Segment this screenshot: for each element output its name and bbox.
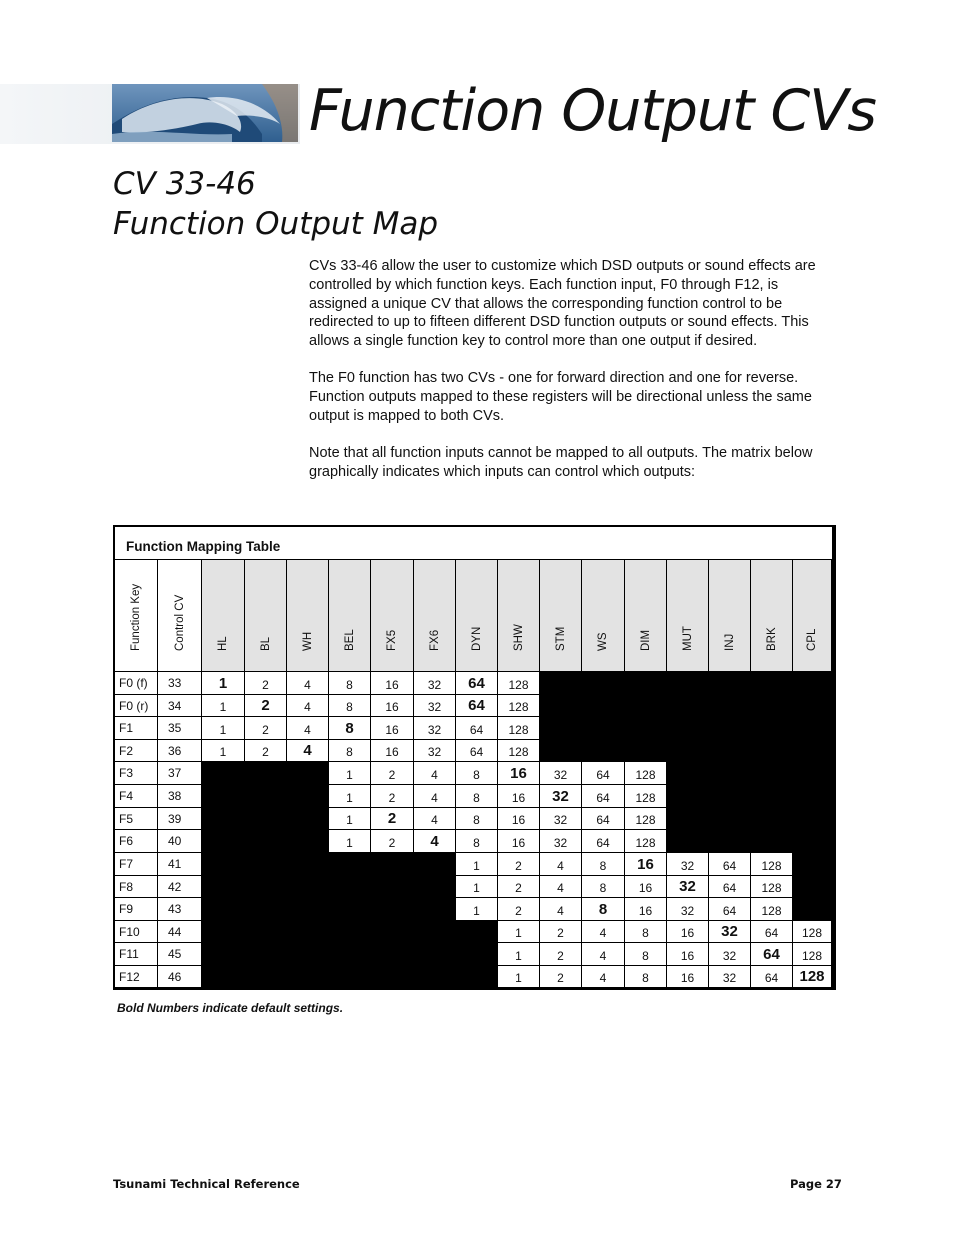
table-caption bbox=[115, 527, 832, 560]
value-cell: 128 bbox=[625, 808, 667, 830]
value-cell: 1 bbox=[329, 830, 371, 853]
column-header bbox=[371, 560, 414, 672]
value-cell: 64 bbox=[709, 853, 751, 876]
column-header-label: Function Key bbox=[130, 583, 142, 651]
column-header-label: WS bbox=[597, 632, 609, 651]
row-function-key: F0 (f) bbox=[115, 672, 158, 695]
value-cell: 128 bbox=[498, 740, 540, 762]
row-control-cv: 40 bbox=[158, 830, 202, 853]
default-value-cell: 1 bbox=[202, 672, 245, 695]
row-function-key: F3 bbox=[115, 762, 158, 785]
value-cell: 4 bbox=[582, 921, 625, 943]
row-control-cv: 36 bbox=[158, 740, 202, 762]
value-cell: 2 bbox=[498, 876, 540, 898]
paragraph: Note that all function inputs cannot be mapped to all outputs. The matrix below graphically indicates which inputs can control which outputs: bbox=[309, 445, 813, 481]
column-header bbox=[329, 560, 371, 672]
value-cell: 32 bbox=[667, 898, 709, 921]
value-cell: 64 bbox=[582, 762, 625, 785]
column-header-label: BL bbox=[259, 636, 272, 651]
default-value-cell: 64 bbox=[751, 943, 793, 966]
column-header-label: DYN bbox=[470, 626, 483, 651]
value-cell: 4 bbox=[540, 898, 582, 921]
value-cell: 16 bbox=[498, 830, 540, 853]
row-control-cv: 43 bbox=[158, 898, 202, 921]
page-title: Function Output CVs bbox=[309, 78, 876, 144]
value-cell: 64 bbox=[751, 921, 793, 943]
value-cell: 8 bbox=[456, 830, 498, 853]
default-value-cell: 8 bbox=[329, 717, 371, 740]
value-cell: 128 bbox=[498, 717, 540, 740]
value-cell: 1 bbox=[202, 740, 245, 762]
value-cell: 2 bbox=[371, 762, 414, 785]
value-cell: 8 bbox=[582, 853, 625, 876]
value-cell: 128 bbox=[751, 898, 793, 921]
value-cell: 4 bbox=[287, 672, 329, 695]
value-cell: 32 bbox=[709, 943, 751, 966]
column-header bbox=[709, 560, 751, 672]
value-cell: 32 bbox=[414, 717, 456, 740]
value-cell: 2 bbox=[540, 921, 582, 943]
value-cell: 32 bbox=[667, 853, 709, 876]
value-cell: 32 bbox=[414, 695, 456, 717]
row-control-cv: 45 bbox=[158, 943, 202, 966]
value-cell: 64 bbox=[709, 898, 751, 921]
value-cell: 4 bbox=[582, 943, 625, 966]
row-control-cv: 41 bbox=[158, 853, 202, 876]
value-cell: 2 bbox=[245, 717, 287, 740]
value-cell: 16 bbox=[371, 695, 414, 717]
value-cell: 16 bbox=[371, 740, 414, 762]
row-function-key: F12 bbox=[115, 966, 158, 988]
column-header bbox=[115, 560, 158, 672]
value-cell: 32 bbox=[540, 808, 582, 830]
column-header bbox=[245, 560, 287, 672]
value-cell: 8 bbox=[625, 943, 667, 966]
value-cell: 2 bbox=[371, 785, 414, 808]
default-value-cell: 64 bbox=[456, 672, 498, 695]
default-value-cell: 2 bbox=[245, 695, 287, 717]
value-cell: 4 bbox=[414, 785, 456, 808]
value-cell: 8 bbox=[329, 672, 371, 695]
column-header bbox=[667, 560, 709, 672]
value-cell: 4 bbox=[540, 876, 582, 898]
row-function-key: F6 bbox=[115, 830, 158, 853]
column-header-label: INJ bbox=[723, 633, 736, 651]
row-control-cv: 46 bbox=[158, 966, 202, 988]
row-function-key: F5 bbox=[115, 808, 158, 830]
value-cell: 128 bbox=[498, 695, 540, 717]
value-cell: 4 bbox=[582, 966, 625, 988]
value-cell: 32 bbox=[414, 740, 456, 762]
value-cell: 64 bbox=[751, 966, 793, 988]
column-header-label: MUT bbox=[681, 626, 694, 651]
value-cell: 1 bbox=[202, 695, 245, 717]
value-cell: 8 bbox=[329, 695, 371, 717]
row-control-cv: 39 bbox=[158, 808, 202, 830]
row-function-key: F2 bbox=[115, 740, 158, 762]
value-cell: 8 bbox=[456, 785, 498, 808]
value-cell: 128 bbox=[498, 672, 540, 695]
value-cell: 8 bbox=[456, 762, 498, 785]
row-function-key: F10 bbox=[115, 921, 158, 943]
section-title bbox=[113, 164, 438, 244]
value-cell: 4 bbox=[414, 762, 456, 785]
paragraph: CVs 33-46 allow the user to customize which DSD outputs or sound effects are controlled by which function keys. Each function input, F0 through F12, is assigned a unique CV that allows the corresponding function control to be redirected to up to fifteen different DSD function outputs or sound effects. This allows a single function key to control more than one output if desired. bbox=[309, 258, 816, 350]
value-cell: 16 bbox=[498, 785, 540, 808]
column-header-label: STM bbox=[554, 626, 567, 651]
value-cell: 1 bbox=[202, 717, 245, 740]
column-header bbox=[456, 560, 498, 672]
value-cell: 1 bbox=[456, 876, 498, 898]
column-header bbox=[751, 560, 793, 672]
value-cell: 128 bbox=[625, 830, 667, 853]
value-cell: 16 bbox=[667, 943, 709, 966]
value-cell: 8 bbox=[625, 966, 667, 988]
value-cell: 1 bbox=[498, 943, 540, 966]
paragraph: The F0 function has two CVs - one for forward direction and one for reverse. Function outputs mapped to these registers will be directional unless the same output is mapped to both CVs. bbox=[309, 370, 812, 425]
value-cell: 64 bbox=[582, 785, 625, 808]
value-cell: 128 bbox=[625, 762, 667, 785]
value-cell: 1 bbox=[329, 762, 371, 785]
value-cell: 32 bbox=[540, 830, 582, 853]
value-cell: 8 bbox=[582, 876, 625, 898]
column-header-label: DIM bbox=[639, 629, 652, 651]
column-header bbox=[540, 560, 582, 672]
column-header-label: Control CV bbox=[173, 594, 186, 651]
default-value-cell: 32 bbox=[540, 785, 582, 808]
row-control-cv: 44 bbox=[158, 921, 202, 943]
row-control-cv: 33 bbox=[158, 672, 202, 695]
row-function-key: F4 bbox=[115, 785, 158, 808]
row-control-cv: 42 bbox=[158, 876, 202, 898]
value-cell: 2 bbox=[540, 943, 582, 966]
value-cell: 2 bbox=[540, 966, 582, 988]
value-cell: 4 bbox=[540, 853, 582, 876]
default-value-cell: 8 bbox=[582, 898, 625, 921]
default-value-cell: 2 bbox=[371, 808, 414, 830]
value-cell: 64 bbox=[456, 717, 498, 740]
column-header bbox=[498, 560, 540, 672]
value-cell: 128 bbox=[625, 785, 667, 808]
default-value-cell: 4 bbox=[414, 830, 456, 853]
default-value-cell: 32 bbox=[667, 876, 709, 898]
value-cell: 1 bbox=[456, 898, 498, 921]
row-control-cv: 34 bbox=[158, 695, 202, 717]
value-cell: 8 bbox=[456, 808, 498, 830]
value-cell: 16 bbox=[371, 717, 414, 740]
default-value-cell: 64 bbox=[456, 695, 498, 717]
column-header bbox=[582, 560, 625, 672]
value-cell: 2 bbox=[245, 672, 287, 695]
value-cell: 4 bbox=[287, 695, 329, 717]
value-cell: 8 bbox=[329, 740, 371, 762]
row-control-cv: 35 bbox=[158, 717, 202, 740]
value-cell: 8 bbox=[625, 921, 667, 943]
value-cell: 16 bbox=[667, 966, 709, 988]
column-header-label: SHW bbox=[512, 624, 525, 651]
value-cell: 1 bbox=[329, 785, 371, 808]
value-cell: 32 bbox=[540, 762, 582, 785]
column-header bbox=[202, 560, 245, 672]
footer-document-title: Tsunami Technical Reference bbox=[113, 1177, 300, 1191]
table-footnote: Bold Numbers indicate default settings. bbox=[117, 1001, 344, 1015]
table-caption-text: Function Mapping Table bbox=[126, 539, 281, 554]
default-value-cell: 4 bbox=[287, 740, 329, 762]
value-cell: 128 bbox=[751, 853, 793, 876]
value-cell: 16 bbox=[498, 808, 540, 830]
row-function-key: F7 bbox=[115, 853, 158, 876]
value-cell: 16 bbox=[371, 672, 414, 695]
default-value-cell: 16 bbox=[625, 853, 667, 876]
section-title-line2: Function Output Map bbox=[113, 206, 439, 242]
value-cell: 1 bbox=[329, 808, 371, 830]
row-function-key: F9 bbox=[115, 898, 158, 921]
function-mapping-table bbox=[113, 525, 836, 990]
value-cell: 2 bbox=[498, 853, 540, 876]
body-text bbox=[309, 257, 839, 500]
column-header bbox=[287, 560, 329, 672]
row-control-cv: 38 bbox=[158, 785, 202, 808]
row-function-key: F8 bbox=[115, 876, 158, 898]
value-cell: 1 bbox=[498, 921, 540, 943]
column-header bbox=[625, 560, 667, 672]
row-function-key: F1 bbox=[115, 717, 158, 740]
column-header bbox=[158, 560, 202, 672]
section-title-line1: CV 33-46 bbox=[113, 166, 256, 202]
column-header bbox=[414, 560, 456, 672]
footer-page-number: Page 27 bbox=[790, 1177, 842, 1191]
column-header-label: FX5 bbox=[386, 629, 398, 651]
value-cell: 2 bbox=[245, 740, 287, 762]
column-header-label: BEL bbox=[343, 629, 356, 651]
value-cell: 32 bbox=[709, 966, 751, 988]
value-cell: 128 bbox=[793, 921, 832, 943]
value-cell: 64 bbox=[709, 876, 751, 898]
column-header-label: BRK bbox=[765, 627, 778, 651]
default-value-cell: 128 bbox=[793, 966, 832, 988]
row-function-key: F0 (r) bbox=[115, 695, 158, 717]
column-header bbox=[793, 560, 832, 672]
value-cell: 128 bbox=[793, 943, 832, 966]
column-header-label: CPL bbox=[806, 628, 818, 651]
row-control-cv: 37 bbox=[158, 762, 202, 785]
column-header-label: WH bbox=[301, 631, 314, 651]
value-cell: 16 bbox=[625, 898, 667, 921]
value-cell: 64 bbox=[582, 808, 625, 830]
value-cell: 4 bbox=[287, 717, 329, 740]
value-cell: 16 bbox=[625, 876, 667, 898]
row-function-key: F11 bbox=[115, 943, 158, 966]
value-cell: 1 bbox=[456, 853, 498, 876]
value-cell: 64 bbox=[456, 740, 498, 762]
default-value-cell: 16 bbox=[498, 762, 540, 785]
value-cell: 2 bbox=[371, 830, 414, 853]
default-value-cell: 32 bbox=[709, 921, 751, 943]
value-cell: 64 bbox=[582, 830, 625, 853]
value-cell: 32 bbox=[414, 672, 456, 695]
value-cell: 2 bbox=[498, 898, 540, 921]
column-header-label: FX6 bbox=[428, 629, 441, 651]
value-cell: 4 bbox=[414, 808, 456, 830]
wave-logo-icon bbox=[112, 84, 298, 142]
value-cell: 1 bbox=[498, 966, 540, 988]
column-header-label: HL bbox=[217, 636, 229, 651]
value-cell: 128 bbox=[751, 876, 793, 898]
value-cell: 16 bbox=[667, 921, 709, 943]
